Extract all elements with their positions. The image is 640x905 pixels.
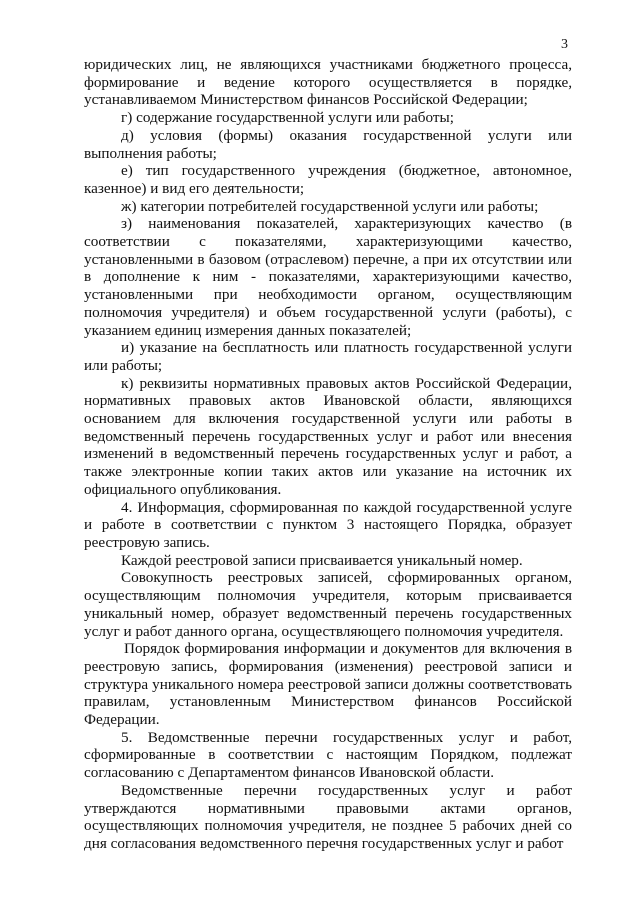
list-item-i: и) указание на бесплатность или платность государственной услуги или работы;: [84, 339, 572, 374]
list-item-d: д) условия (формы) оказания государственной услуги или выполнения работы;: [84, 126, 572, 162]
page-number: 3: [561, 37, 568, 52]
paragraph-formation-order: Порядок формирования информации и документов для включения в реестровую запись, формирования (изменения) реестровой записи и структура уникального номера реестровой записи должны соответствовать правилам, установленным Министерством финансов Российской Федерации.: [84, 640, 572, 729]
list-item-zh: ж) категории потребителей государственной услуги или работы;: [121, 197, 539, 215]
paragraph-continuation: юридических лиц, не являющихся участниками бюджетного процесса, формирование и ведение которого осуществляется в порядке, устанавливаемом Министерством финансов Российской Федерации;: [84, 56, 572, 109]
list-item-e: е) тип государственного учреждения (бюджетное, автономное, казенное) и вид его деятельности;: [84, 162, 572, 197]
list-item-z: з) наименования показателей, характеризующих качество (в соответствии с показателями, характеризующими качество, установленными в базовом (отраслевом) перечне, а при их отсутствии или в дополнение к ним - показателями, характеризующими качество, установленными при необходимости органом, осуществляющим полномочия учредителя) и объем государственной услуги (работы), с указанием единиц измерения данных показателей;: [84, 215, 572, 339]
list-item-g: г) содержание государственной услуги или работы;: [121, 109, 454, 127]
document-body: [84, 56, 572, 853]
paragraph-approval: Ведомственные перечни государственных услуг и работ утверждаются нормативными правовыми актами органов, осуществляющих полномочия учредителя, не позднее 5 рабочих дней со дня согласования ведомственного перечня государственных услуг и работ: [84, 781, 572, 852]
section-4-paragraph: 4. Информация, сформированная по каждой государственной услуге и работе в соответствии с пунктом 3 настоящего Порядка, образует реестровую запись.: [84, 498, 572, 551]
section-5-paragraph: 5. Ведомственные перечни государственных услуг и работ, сформированные в соответствии с настоящим Порядком, подлежат согласованию с Департаментом финансов Ивановской области.: [84, 728, 572, 782]
list-item-k: к) реквизиты нормативных правовых актов Российской Федерации, нормативных правовых актов Ивановской области, являющихся основанием для включения государственной услуги или работы в ведомственный перечень государственных услуг и работ или внесения изменений в ведомственный перечень государственных услуг и работ, а также электронные копии таких актов или указание на источник их официального опубликования.: [84, 374, 572, 498]
paragraph-registry-set: Совокупность реестровых записей, сформированных органом, осуществляющим полномочия учредителя, которым присваивается уникальный номер, образует ведомственный перечень государственных услуг и работ данного органа, осуществляющего полномочия учредителя.: [84, 569, 572, 640]
paragraph-unique-number: Каждой реестровой записи присваивается уникальный номер.: [121, 551, 523, 569]
